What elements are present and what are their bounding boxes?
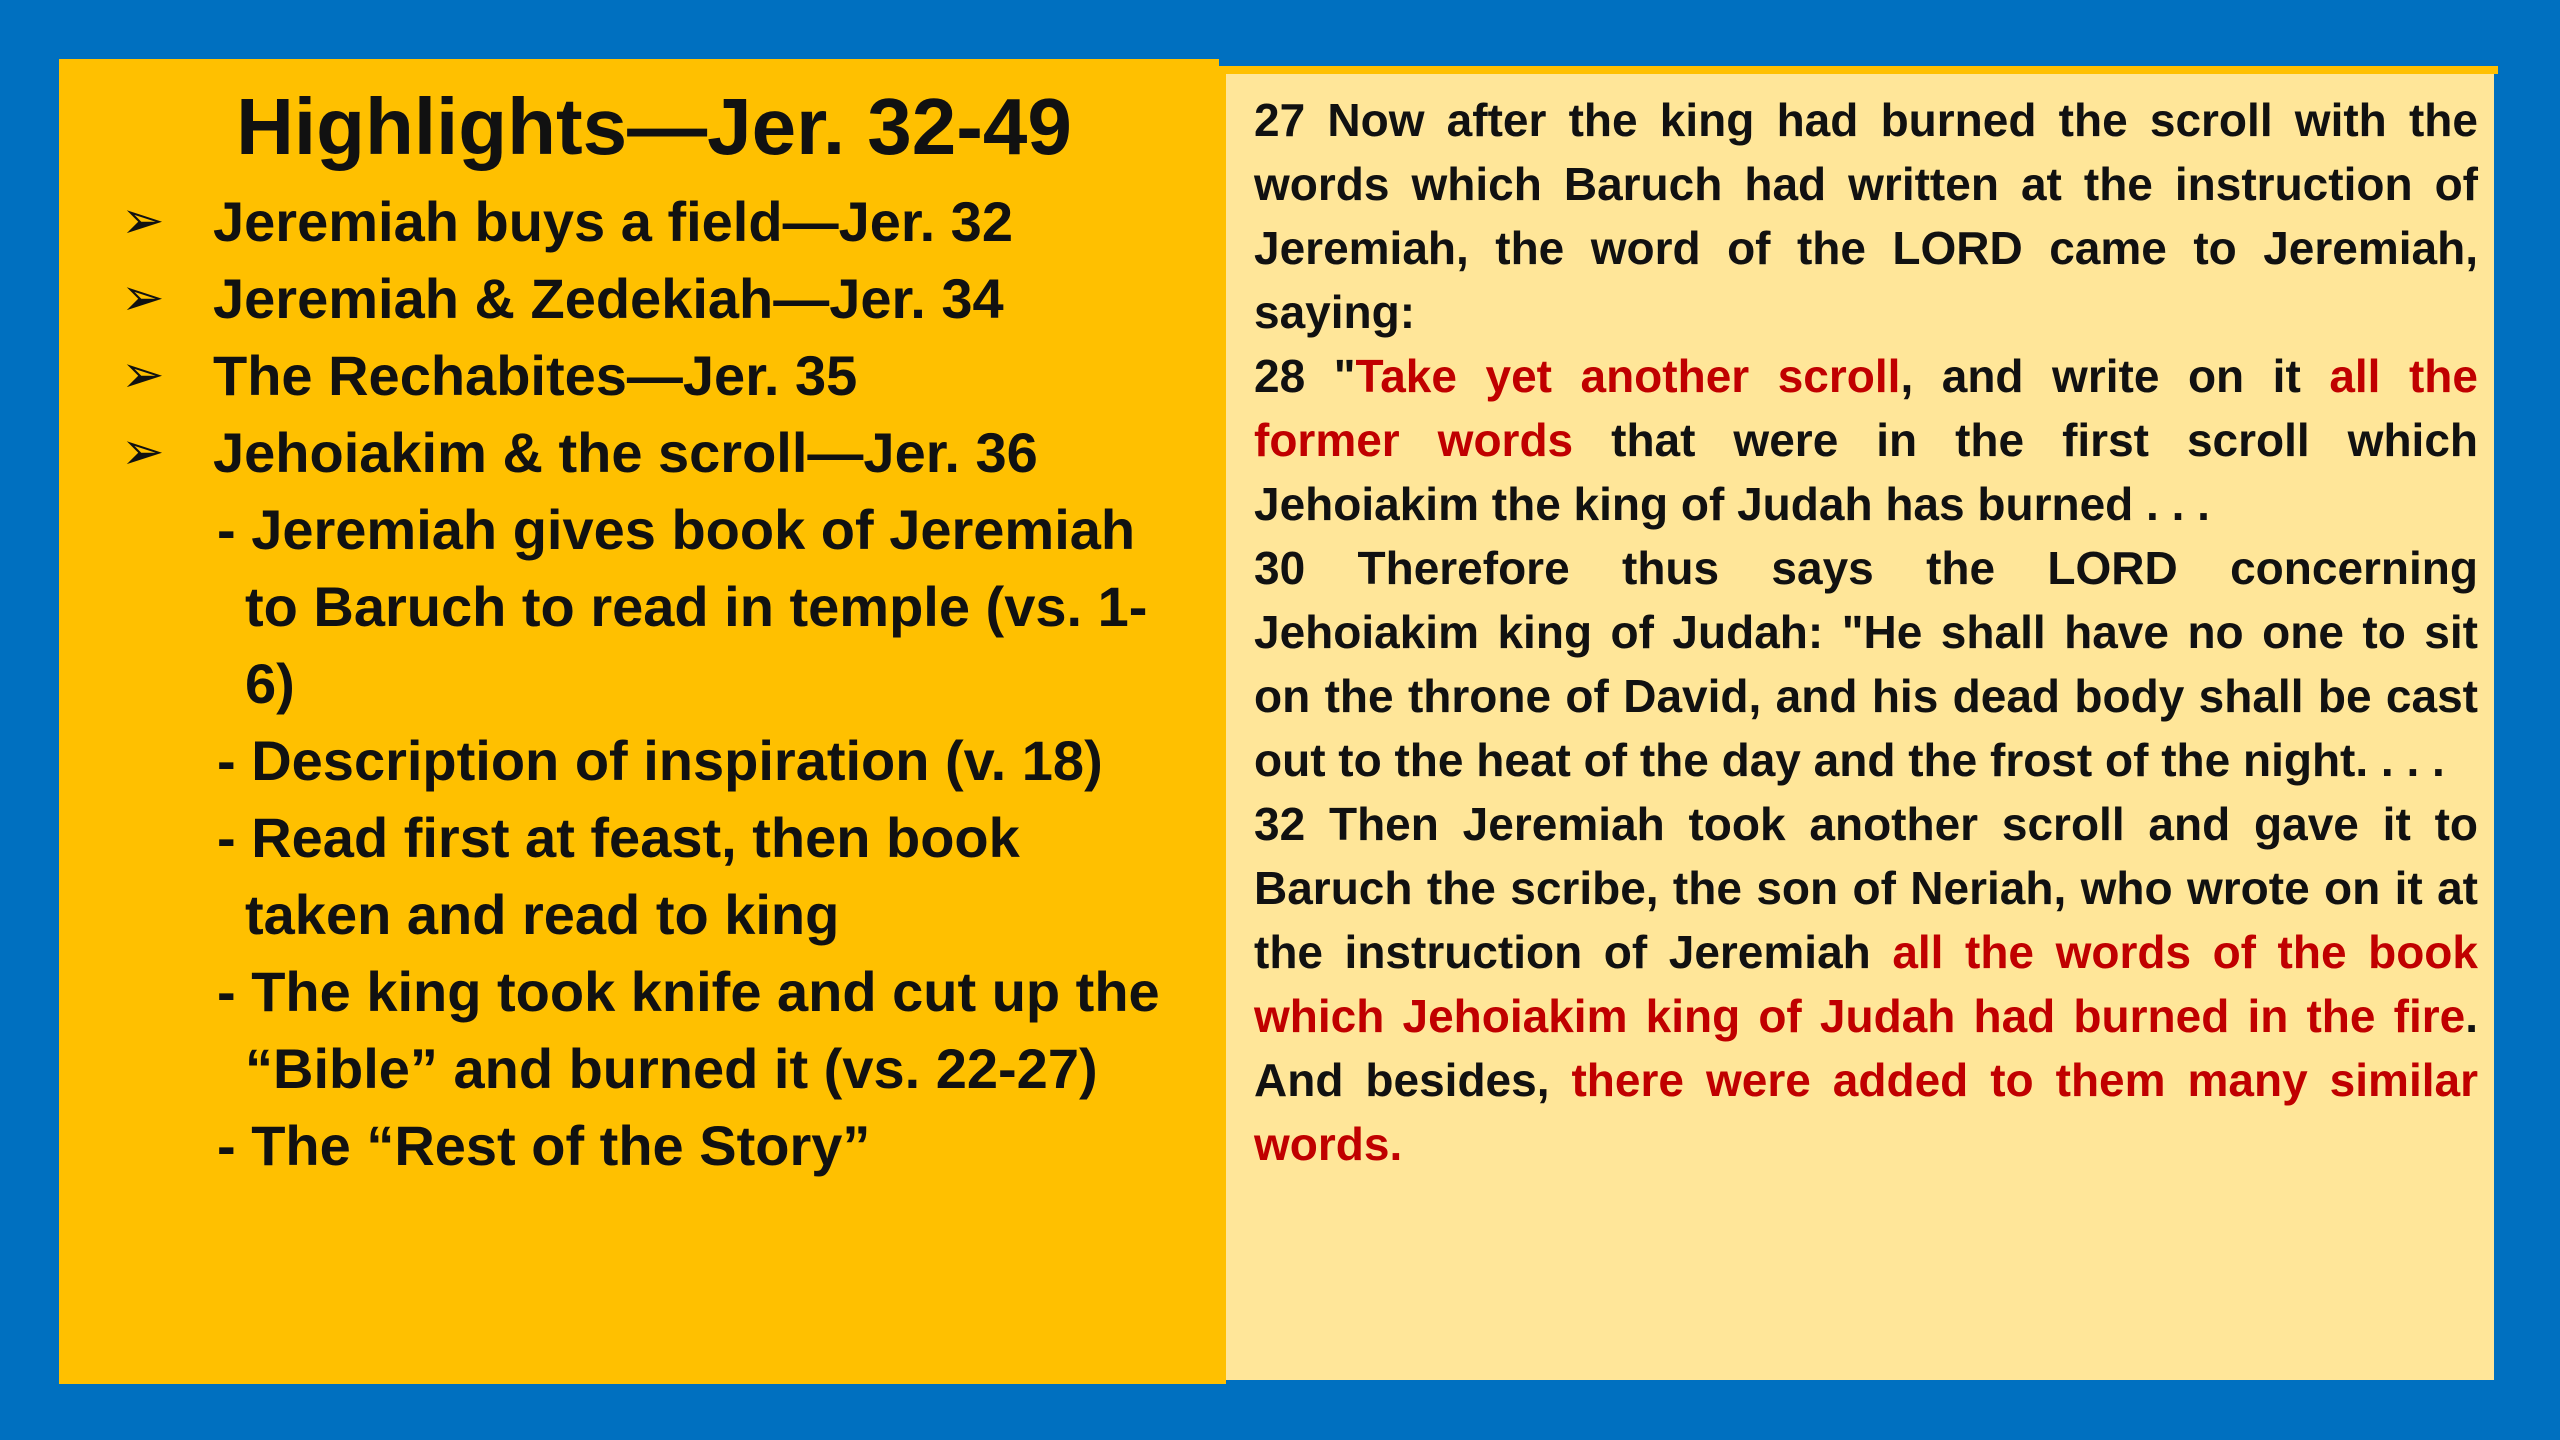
bullet-item xyxy=(89,337,1179,414)
bullet-text: The Rechabites—Jer. 35 xyxy=(213,344,858,407)
arrow-bullet-icon: ➢ xyxy=(121,269,165,327)
verse-32-emphasis-2: there were added to them many similar words. xyxy=(1254,1054,2478,1170)
bullet-text: Jeremiah & Zedekiah—Jer. 34 xyxy=(213,267,1004,330)
bullet-text: Jeremiah buys a field—Jer. 32 xyxy=(213,190,1013,253)
verse-27 xyxy=(1254,88,2478,344)
verse-28 xyxy=(1254,344,2478,536)
highlights-panel xyxy=(59,59,1219,1384)
bullet-item xyxy=(89,414,1179,491)
verse-30 xyxy=(1254,536,2478,792)
verse-32-prefix: 32 Then Jeremiah took another scroll and gave it to Baruch the scribe, the son of Neriah, who wrote on it at the instruction of Jeremiah xyxy=(1254,798,2478,978)
verse-28-suffix: that were in the first scroll which Jehoiakim the king of Judah has burned . . . xyxy=(1254,414,2478,530)
scripture-panel xyxy=(1218,66,2498,1384)
verse-27-text: 27 Now after the king had burned the scroll with the words which Baruch had written at the instruction of Jeremiah, the word of the LORD came to Jeremiah, saying: xyxy=(1254,94,2478,338)
scripture-panel-inner xyxy=(1226,74,2498,1384)
sub-point: - Jeremiah gives book of Jeremiah to Baruch to read in temple (vs. 1-6) xyxy=(217,498,1148,715)
bullet-item xyxy=(89,183,1179,260)
verse-30-text: 30 Therefore thus says the LORD concerning Jehoiakim king of Judah: "He shall have no one to sit on the throne of David, and his dead body shall be cast out to the heat of the day and the frost of the night. . . . xyxy=(1254,542,2478,786)
scripture-text xyxy=(1254,88,2478,1176)
verse-28-emphasis-2: all the former words xyxy=(1254,350,2478,466)
bullet-item xyxy=(89,260,1179,337)
verse-32 xyxy=(1254,792,2478,1176)
bullet-text: Jehoiakim & the scroll—Jer. 36 xyxy=(213,421,1038,484)
arrow-bullet-icon: ➢ xyxy=(121,423,165,481)
sub-point: - Description of inspiration (v. 18) xyxy=(217,729,1103,792)
arrow-bullet-icon: ➢ xyxy=(121,192,165,250)
verse-28-emphasis-1: Take yet another scroll xyxy=(1355,350,1901,402)
sub-point: - The king took knife and cut up the “Bible” and burned it (vs. 22-27) xyxy=(217,960,1160,1100)
arrow-bullet-icon: ➢ xyxy=(121,346,165,404)
sub-point: - Read first at feast, then book taken and read to king xyxy=(217,806,1020,946)
sub-point: - The “Rest of the Story” xyxy=(217,1114,871,1177)
verse-28-mid: , and write on it xyxy=(1900,350,2330,402)
verse-28-prefix: 28 " xyxy=(1254,350,1356,402)
slide-title: Highlights—Jer. 32-49 xyxy=(236,82,1072,171)
verse-32-mid: . And besides, xyxy=(1254,990,2478,1106)
verse-32-emphasis-1: all the words of the book which Jehoiakim king of Judah had burned in the fire xyxy=(1254,926,2478,1042)
